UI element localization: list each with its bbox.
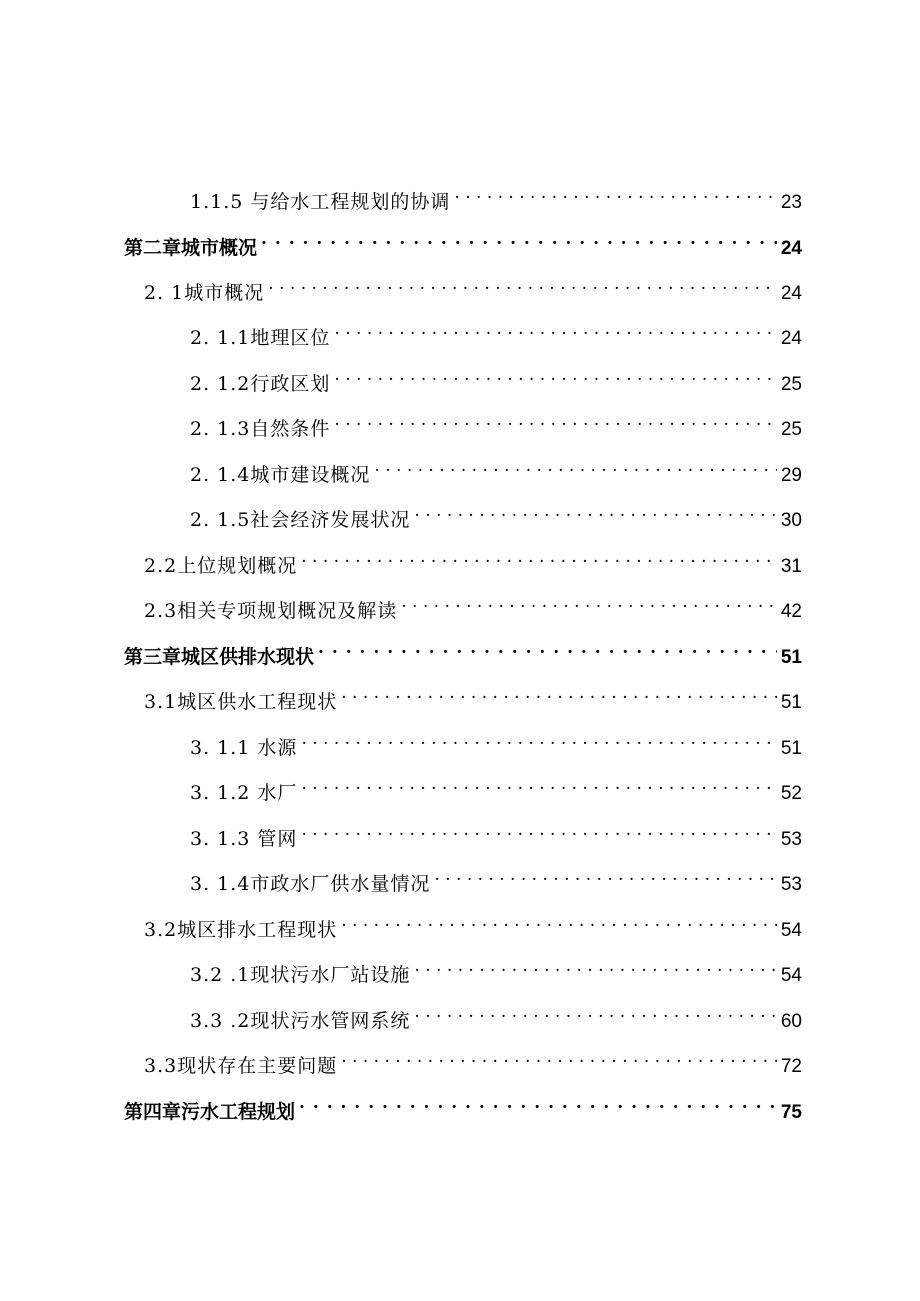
toc-chapter[interactable] [124, 633, 802, 668]
toc-entry-page: 23 [780, 192, 802, 213]
dot-leader [301, 769, 776, 799]
dot-leader [299, 1088, 777, 1118]
toc-entry-page: 72 [780, 1056, 802, 1077]
dot-leader [401, 587, 777, 617]
toc-entry-title: 2. 1城市概况 [144, 282, 265, 304]
toc-entry[interactable] [190, 178, 802, 213]
toc-entry[interactable] [144, 542, 802, 577]
toc-entry[interactable] [190, 314, 802, 349]
toc-entry[interactable] [190, 769, 802, 804]
toc-entry-title: 3.2城区排水工程现状 [144, 919, 338, 941]
toc-entry-page: 51 [780, 738, 802, 759]
toc-entry[interactable] [144, 906, 802, 941]
dot-leader [268, 269, 777, 299]
dot-leader [414, 997, 776, 1027]
toc-entry-title: 第四章污水工程规划 [124, 1101, 296, 1123]
dot-leader [301, 724, 776, 754]
toc-entry-title: 3.3 .2现状污水管网系统 [190, 1010, 411, 1032]
toc-entry-title: 3. 1.3 管网 [190, 828, 298, 850]
toc-chapter[interactable] [124, 1088, 802, 1123]
toc-entry[interactable] [190, 951, 802, 986]
toc-entry-title: 2.2上位规划概况 [144, 555, 298, 577]
toc-entry-title: 2. 1.5社会经济发展状况 [190, 509, 411, 531]
toc-entry[interactable] [144, 1042, 802, 1077]
toc-entry[interactable] [190, 451, 802, 486]
toc-entry[interactable] [190, 724, 802, 759]
toc-entry-title: 第二章城市概况 [124, 237, 258, 259]
toc-entry-page: 25 [780, 374, 802, 395]
toc-entry-title: 3. 1.4市政水厂供水量情况 [190, 873, 431, 895]
toc-entry-title: 3.3现状存在主要问题 [144, 1055, 338, 1077]
toc-entry-title: 2. 1.1地理区位 [190, 327, 331, 349]
dot-leader [334, 314, 776, 344]
dot-leader [414, 951, 776, 981]
dot-leader [261, 224, 777, 254]
dot-leader [301, 815, 776, 845]
toc-entry[interactable] [190, 405, 802, 440]
toc-entry[interactable] [144, 678, 802, 713]
toc-entry-page: 54 [780, 920, 802, 941]
dot-leader [318, 633, 777, 663]
toc-entry-page: 30 [780, 510, 802, 531]
toc-entry-title: 3. 1.2 水厂 [190, 782, 298, 804]
toc-entry-page: 24 [780, 328, 802, 349]
dot-leader [341, 678, 777, 708]
dot-leader [334, 405, 776, 435]
toc-entry[interactable] [190, 860, 802, 895]
toc-entry-page: 42 [780, 601, 802, 622]
toc-entry-page: 54 [780, 965, 802, 986]
toc-entry-page: 51 [780, 647, 802, 668]
dot-leader [341, 1042, 777, 1072]
toc-entry-title: 1.1.5 与给水工程规划的协调 [190, 191, 451, 213]
dot-leader [414, 496, 776, 526]
toc-entry[interactable] [144, 587, 802, 622]
toc-entry-page: 52 [780, 783, 802, 804]
toc-entry[interactable] [190, 496, 802, 531]
toc-entry-title: 2.3相关专项规划概况及解读 [144, 600, 398, 622]
toc-entry-page: 75 [780, 1102, 802, 1123]
toc-entry-page: 29 [780, 465, 802, 486]
toc-entry-page: 25 [780, 419, 802, 440]
toc-entry[interactable] [144, 269, 802, 304]
dot-leader [341, 906, 777, 936]
toc-entry-title: 3.1城区供水工程现状 [144, 691, 338, 713]
dot-leader [454, 178, 776, 208]
dot-leader [334, 360, 776, 390]
toc-entry-title: 第三章城区供排水现状 [124, 646, 315, 668]
toc-chapter[interactable] [124, 224, 802, 259]
dot-leader [301, 542, 777, 572]
toc-entry-title: 3.2 .1现状污水厂站设施 [190, 964, 411, 986]
toc-entry-page: 24 [780, 283, 802, 304]
toc-entry-page: 31 [780, 556, 802, 577]
dot-leader [434, 860, 776, 890]
toc-entry-page: 60 [780, 1011, 802, 1032]
toc-entry-title: 2. 1.3自然条件 [190, 418, 331, 440]
toc-entry-page: 51 [780, 692, 802, 713]
toc-entry-title: 2. 1.4城市建设概况 [190, 464, 371, 486]
toc-entry-page: 24 [780, 238, 802, 259]
toc-entry-page: 53 [780, 829, 802, 850]
toc-entry[interactable] [190, 997, 802, 1032]
dot-leader [374, 451, 776, 481]
toc-entry-page: 53 [780, 874, 802, 895]
toc-entry-title: 3. 1.1 水源 [190, 737, 298, 759]
toc-entry-title: 2. 1.2行政区划 [190, 373, 331, 395]
toc-entry[interactable] [190, 815, 802, 850]
toc-entry[interactable] [190, 360, 802, 395]
